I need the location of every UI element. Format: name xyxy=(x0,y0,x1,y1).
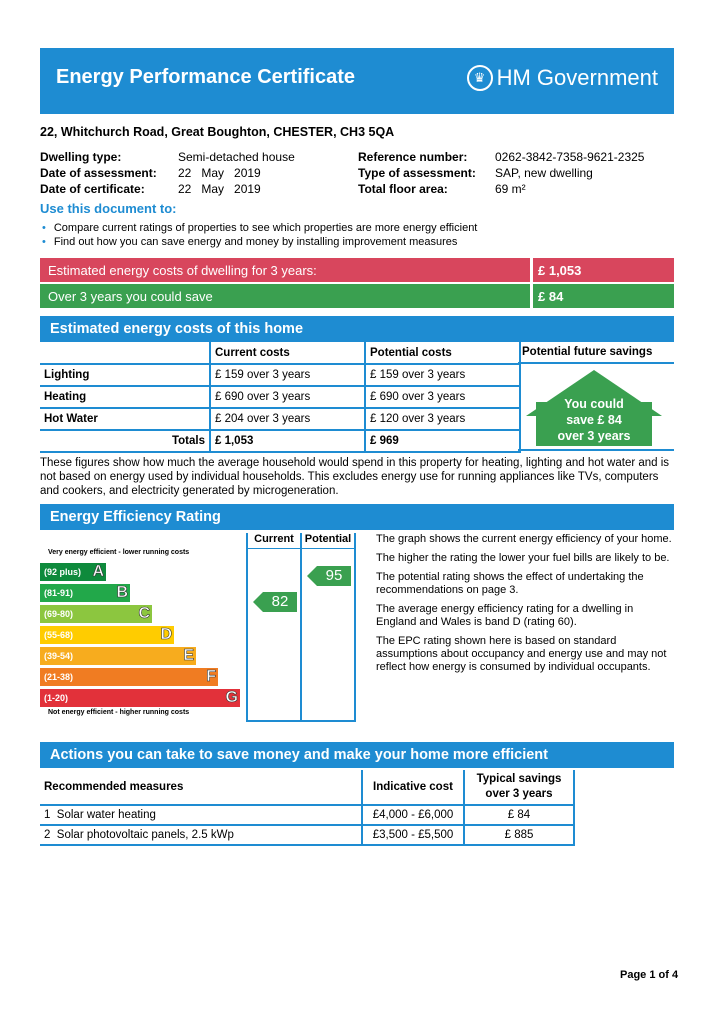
band-range: (81-91) xyxy=(44,588,74,598)
floor-area-label: Total floor area: xyxy=(358,182,448,196)
table-header-row xyxy=(40,770,574,805)
actions-section-header xyxy=(40,742,674,768)
current-column-header: Current xyxy=(254,533,294,545)
assessment-type-value: SAP, new dwelling xyxy=(495,166,593,180)
totals-potential: £ 969 xyxy=(365,430,520,452)
scale-top-label: Very energy efficient - lower running costs xyxy=(48,549,190,556)
assessment-date-value: 22 May 2019 xyxy=(178,166,261,180)
reference-label: Reference number: xyxy=(358,150,468,164)
savings-band xyxy=(40,284,674,308)
band-divider xyxy=(530,284,533,308)
costs-explanation: These figures show how much the average household would spend in this property for heating, lighting and hot water and is not based on energy used by individual households. This excludes energy use for running appliances like TVs, computers and cookers, and electricity generated by microgeneration. xyxy=(40,457,670,497)
dwelling-type-value: Semi-detached house xyxy=(178,150,295,164)
rating-band-d xyxy=(40,626,174,644)
table-header-row xyxy=(40,342,520,364)
rating-band-c xyxy=(40,605,152,623)
rating-notes xyxy=(376,533,672,680)
band-letter: G xyxy=(225,689,238,706)
costs-section-title: Estimated energy costs of this home xyxy=(50,321,304,337)
estimated-costs-band xyxy=(40,258,674,282)
rating-note: The potential rating shows the effect of undertaking the recommendations on page 3. xyxy=(376,571,644,596)
rating-section-header xyxy=(40,504,674,530)
savings-rule xyxy=(518,362,674,364)
rating-note: The average energy efficiency rating for a dwelling in England and Wales is band D (rating 60). xyxy=(376,603,634,628)
assessment-date-label: Date of assessment: xyxy=(40,166,157,180)
table-row xyxy=(40,386,520,408)
hm-government-label: HM Government xyxy=(496,65,658,90)
band-range: (55-68) xyxy=(44,630,74,640)
dwelling-type-label: Dwelling type: xyxy=(40,150,122,164)
band-letter: C xyxy=(138,605,150,622)
row-label: Lighting xyxy=(40,364,210,386)
savings-header-line: Typical savings xyxy=(476,773,562,785)
certificate-date-label: Date of certificate: xyxy=(40,182,145,196)
reference-value: 0262-3842-7358-9621-2325 xyxy=(495,150,645,164)
rating-band-a xyxy=(40,563,106,581)
property-address: 22, Whitchurch Road, Great Boughton, CHESTER, CH3 5QA xyxy=(40,125,395,139)
use-document-title: Use this document to: xyxy=(40,201,177,216)
row-label: Hot Water xyxy=(40,408,210,430)
savings-house-graphic xyxy=(526,370,662,446)
use-document-list xyxy=(42,221,477,249)
rating-band-e xyxy=(40,647,196,665)
table-row xyxy=(40,364,520,386)
actions-section-title: Actions you can take to save money and make your home more efficient xyxy=(50,747,548,763)
actions-table xyxy=(40,770,575,846)
band-range: (69-80) xyxy=(44,609,74,619)
row-potential: £ 120 over 3 years xyxy=(365,408,520,430)
house-line: You could xyxy=(564,397,624,411)
current-column-border xyxy=(246,533,248,721)
row-current: £ 204 over 3 years xyxy=(210,408,365,430)
measure-number: 1 xyxy=(44,809,51,821)
band-letter: A xyxy=(92,563,104,580)
page-number: Page 1 of 4 xyxy=(620,969,679,981)
band-range: (21-38) xyxy=(44,672,74,682)
savings-value: £ 84 xyxy=(538,289,564,304)
band-range: (39-54) xyxy=(44,651,74,661)
measure-name: Solar photovoltaic panels, 2.5 kWp xyxy=(56,829,234,841)
row-potential: £ 690 over 3 years xyxy=(365,386,520,408)
hm-government-logo xyxy=(467,65,658,91)
rating-chart xyxy=(40,531,356,721)
current-rating-arrow: 82 xyxy=(263,592,297,612)
assessment-type-label: Type of assessment: xyxy=(358,166,476,180)
costs-section-header xyxy=(40,316,674,342)
table-row xyxy=(40,805,574,825)
band-letter: E xyxy=(183,647,194,664)
savings-header xyxy=(464,770,574,805)
savings-cell: £ 885 xyxy=(464,825,574,845)
band-divider xyxy=(530,258,533,282)
totals-row xyxy=(40,430,520,452)
house-text xyxy=(526,396,662,444)
potential-costs-header: Potential costs xyxy=(365,342,520,364)
details-left xyxy=(40,149,295,197)
table-row xyxy=(40,825,574,845)
rating-band-f xyxy=(40,668,218,686)
rating-note: The higher the rating the lower your fuel bills are likely to be. xyxy=(376,552,670,564)
list-item: • Compare current ratings of properties to see which properties are more energy efficient xyxy=(42,221,477,235)
band-range: (92 plus) xyxy=(44,567,82,577)
epc-header xyxy=(40,48,674,114)
row-current: £ 690 over 3 years xyxy=(210,386,365,408)
measure-cell xyxy=(40,805,362,825)
band-letter: F xyxy=(206,668,216,685)
savings-label: Over 3 years you could save xyxy=(48,289,213,304)
row-potential: £ 159 over 3 years xyxy=(365,364,520,386)
certificate-date-value: 22 May 2019 xyxy=(178,182,261,196)
band-letter: D xyxy=(160,626,172,643)
band-range: (1-20) xyxy=(44,693,69,703)
band-letter: B xyxy=(116,584,128,601)
document-title: Energy Performance Certificate xyxy=(56,66,356,88)
rating-band-g xyxy=(40,689,240,707)
house-line: over 3 years xyxy=(557,429,631,443)
empty-header xyxy=(40,342,210,364)
measure-name: Solar water heating xyxy=(56,809,156,821)
chart-header-rule xyxy=(246,548,356,549)
totals-current: £ 1,053 xyxy=(210,430,365,452)
potential-column-border xyxy=(300,533,302,721)
current-costs-header: Current costs xyxy=(210,342,365,364)
measure-cell xyxy=(40,825,362,845)
row-label: Heating xyxy=(40,386,210,408)
scale-bottom-label: Not energy efficient - higher running costs xyxy=(48,709,190,716)
list-item: • Find out how you can save energy and money by installing improvement measures xyxy=(42,235,477,249)
house-line: save £ 84 xyxy=(566,413,622,427)
savings-cell: £ 84 xyxy=(464,805,574,825)
rating-section-title: Energy Efficiency Rating xyxy=(50,509,221,525)
details-right xyxy=(358,149,644,197)
estimated-costs-label: Estimated energy costs of dwelling for 3 years: xyxy=(48,263,317,278)
rating-note: The EPC rating shown here is based on standard assumptions about occupancy and energy use and may not reflect how energy is consumed by individual occupants. xyxy=(376,635,667,673)
measure-number: 2 xyxy=(44,829,51,841)
row-current: £ 159 over 3 years xyxy=(210,364,365,386)
cost-cell: £3,500 - £5,500 xyxy=(362,825,464,845)
chart-right-border xyxy=(354,533,356,721)
royal-crest-icon: ♛ xyxy=(467,65,493,91)
savings-header-line: over 3 years xyxy=(485,788,553,800)
rating-band-b xyxy=(40,584,130,602)
rating-note: The graph shows the current energy efficiency of your home. xyxy=(376,533,672,545)
table-row xyxy=(40,408,520,430)
potential-column-header: Potential xyxy=(304,533,352,545)
savings-rule xyxy=(518,449,674,451)
cost-cell: £4,000 - £6,000 xyxy=(362,805,464,825)
estimated-costs-value: £ 1,053 xyxy=(538,263,582,278)
savings-header: Potential future savings xyxy=(522,346,653,358)
costs-table xyxy=(40,342,521,453)
floor-area-value: 69 m² xyxy=(495,182,526,196)
potential-rating-arrow: 95 xyxy=(317,566,351,586)
totals-label: Totals xyxy=(40,430,210,452)
cost-header: Indicative cost xyxy=(362,770,464,805)
chart-bottom-border xyxy=(246,720,356,722)
measures-header: Recommended measures xyxy=(40,770,362,805)
